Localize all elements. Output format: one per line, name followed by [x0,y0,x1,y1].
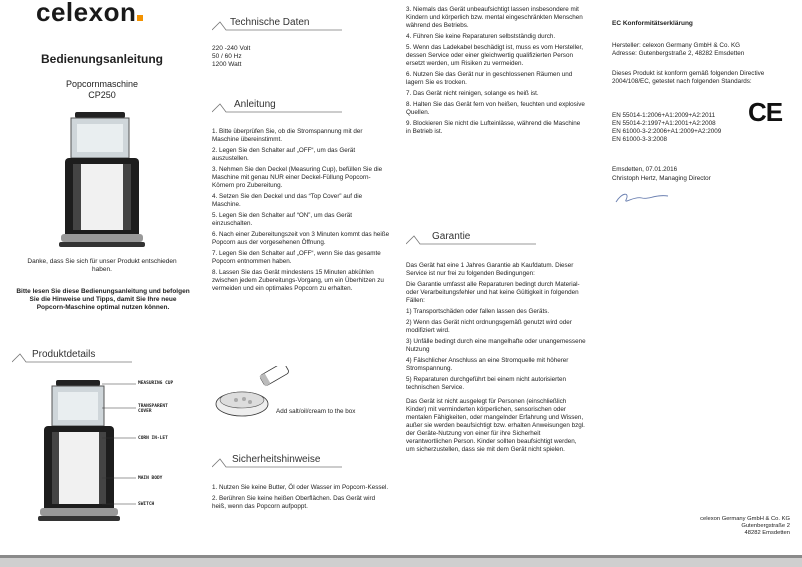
step-6: 6. Nach einer Zubereitungszeit von 3 Minuten kommt das heiße Popcorn aus der vorgesehenen Öffnung. [212,231,390,246]
ec-standards [612,112,752,144]
safety-item-1: 1. Nutzen Sie keine Butter, Öl oder Wasser im Popcorn-Kessel. [212,484,389,491]
warranty-heading [406,232,586,246]
manual-heading [212,100,390,114]
safety-item-3: 3. Niemals das Gerät unbeaufsichtigt lassen insbesondere mit Kindern und körperlich bzw. mental eingeschränkten Menschen während des Betriebs. [406,6,583,29]
brand-dot [137,15,143,21]
thanks-text: Danke, dass Sie sich für unser Produkt entschieden haben. [27,258,177,273]
warranty-disclaimer: Das Gerät ist nicht ausgelegt für Personen (einschließlich Kinder) mit verminderten körperlichen, sensorischen oder mentalen Fähigkeiten, oder mangelnder Erfahrung und Wissen, außer sie werden beaufsichtigt bzw. erhalten Anweisungen bzgl. der Geräte-Nutzung von einer für ihre Sicherheit verantwortlichen Person. Kinder sollten beaufsichtigt werden, um sicherzustellen, dass sie mit dem Gerät nicht spielen. [406,398,585,453]
ec-statement: Dieses Produkt ist konform gemäß folgenden Directive 2004/108/EC, getestet nach folgenden Standards: [612,70,765,85]
figure-caption: Add salt/oil/cream to the box [276,408,356,415]
warranty-case-4: 4) Fälschlicher Anschluss an eine Stromquelle mit höherer Stromspannung. [406,357,569,372]
safety-item-5: 5. Wenn das Ladekabel beschädigt ist, muss es vom Hersteller, dessen Service oder einer gleichwertig qualifizierten Person ersetzt werden, um Risiken zu vermeiden. [406,44,583,67]
safety-heading [212,455,390,469]
manual-title: Bedienungsanleitung [40,52,163,66]
product-image [57,110,147,250]
brand-name: celexon [36,0,137,27]
warranty-para-1: Das Gerät hat eine 1 Jahres Garantie ab Kaufdatum. Dieser Service ist nur frei zu folgenden Bedingungen: [406,262,574,277]
diagram-leader-lines [102,378,192,518]
step-3: 3. Nehmen Sie den Deckel (Measuring Cup), befüllen Sie die Maschine mit genau NUR einer Deckel-Füllung Popcorn-Körnern pro Zubereitung. [212,166,383,189]
product-details-title: Produktdetails [32,349,96,360]
step-2: 2. Legen Sie den Schalter auf „OFF“, um das Gerät auszustellen. [212,147,356,162]
warranty-case-3: 3) Unfälle bedingt durch eine mangelhafte oder unangemessene Nutzung [406,338,586,353]
safety-item-8: 8. Halten Sie das Gerät fern von heißen, feuchten und explosive Quellen. [406,101,585,116]
label-switch: SWITCH [138,502,155,507]
product-details-heading [12,350,192,364]
step-5: 5. Legen Sie den Schalter auf “ON”, um das Gerät einzuschalten. [212,212,353,227]
safety-list-a [212,484,390,514]
product-name: Popcornmaschine [65,79,139,89]
ec-address: Adresse: Gutenbergstraße 2, 48282 Emsdetten [612,50,745,57]
brand-logo [36,0,176,38]
tech-title: Technische Daten [230,17,310,28]
manual-title-heading: Anleitung [234,99,276,110]
safety-item-2: 2. Berühren Sie keine heißen Oberflächen. Das Gerät wird heiß, wenn das Popcorn aufpoppt. [212,495,376,510]
spec-power: 1200 Watt [212,61,242,68]
ec-footer [700,516,790,537]
spec-frequency: 50 / 60 Hz [212,53,242,60]
bottom-bar [0,555,802,567]
read-notice: Bitte lesen Sie diese Bedienungsanleitung und befolgen Sie die Hinweise und Tipps, damit Sie Ihre neue Popcorn-Maschine optimal nutzen können. [16,288,190,311]
ce-mark: CE [748,97,783,127]
safety-list-b [406,6,586,139]
signature [612,188,672,208]
warranty-body [406,262,586,457]
warranty-para-2: Die Garantie umfasst alle Reparaturen bedingt durch Material- oder Verarbeitungsfehler und hat keine Gültigkeit in folgenden Fällen: [406,281,580,304]
safety-item-7: 7. Das Gerät nicht reinigen, solange es heiß ist. [406,90,539,97]
label-measuring-cup: MEASURING CUP [138,381,174,386]
standard-4: EN 61000-3-3:2008 [612,136,667,143]
warranty-title: Garantie [432,231,471,242]
safety-title: Sicherheitshinweise [232,454,321,465]
step-4: 4. Setzen Sie den Deckel und das “Top Cover” auf die Maschine. [212,193,363,208]
footer-street: Gutenbergstraße 2 [741,523,790,529]
step-1: 1. Bitte überprüfen Sie, ob die Stromspannung mit der Maschine übereinstimmt. [212,128,363,143]
product-model: CP250 [88,90,116,100]
label-transparent-cover: TRANSPARENT COVER [138,404,168,414]
label-corn-inlet: CORN IN-LET [138,436,168,441]
label-main-body: MAIN BODY [138,476,163,481]
ec-signatory: Christoph Hertz, Managing Director [612,175,711,182]
warranty-case-1: 1) Transportschäden oder fallen lassen des Geräts. [406,308,550,315]
footer-company: celexon Germany GmbH & Co. KG [700,516,790,522]
ec-place-date: Emsdetten, 07.01.2016 [612,166,678,173]
ec-manufacturer: Hersteller: celexon Germany GmbH & Co. KG [612,42,741,49]
ec-heading: EC Konformitätserklärung [612,20,693,27]
standard-3: EN 61000-3-2:2006+A1:2009+A2:2009 [612,128,722,135]
tech-specs [212,45,250,69]
safety-item-6: 6. Nutzen Sie das Gerät nur in geschlossenen Räumen und lagern Sie es trocken. [406,71,573,86]
tech-heading [212,18,390,32]
warranty-case-5: 5) Reparaturen durchgeführt bei einem nicht autorisierten technischen Service. [406,376,566,391]
safety-item-9: 9. Blockieren Sie nicht die Lufteinlässe, während die Maschine in Betrieb ist. [406,120,581,135]
footer-city: 48282 Emsdetten [744,530,790,536]
bottom-bar-stripe [0,555,802,558]
manual-steps [212,128,390,296]
safety-item-4: 4. Führen Sie keine Reparaturen selbstständig durch. [406,33,556,40]
warranty-case-2: 2) Wenn das Gerät nicht ordnungsgemäß genutzt wird oder modifiziert wird. [406,319,572,334]
spec-voltage: 220 -240 Volt [212,45,251,52]
step-7: 7. Legen Sie den Schalter auf „OFF“, wenn Sie das gesamte Popcorn entnommen haben. [212,250,381,265]
step-8: 8. Lassen Sie das Gerät mindestens 15 Minuten abkühlen zwischen jedem Zubereitungs-Vorgang, um ein Überhitzen zu vermeiden und ein optimales Popcorn zu erhalten. [212,269,384,292]
standard-1: EN 55014-1:2006+A1:2009+A2:2011 [612,112,716,119]
standard-2: EN 55014-2:1997+A1:2001+A2:2008 [612,120,716,127]
